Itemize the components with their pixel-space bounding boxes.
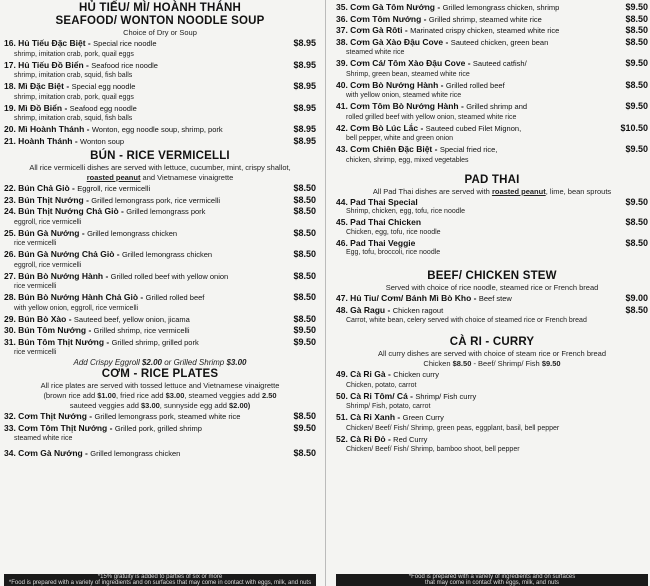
menu-item-35: 35. Cơm Gà Tôm Nướng - Grilled lemongrass chicken, shrimp $9.50 <box>336 2 648 12</box>
menu-item-17: 17. Hủ Tiếu Đồ Biển - Seafood rice noodle $8.95 <box>4 59 316 70</box>
menu-item-27: 27. Bún Bò Nướng Hành - Grilled rolled beef with yellow onion $8.50 <box>4 270 316 281</box>
menu-item-sub: rice vermicelli <box>14 240 57 247</box>
footer-right: *Food is prepared with a variety of ingredients and on surfaces that may come in contact with eggs, milk, and nuts <box>336 574 648 586</box>
section-note: Served with choice of rice noodle, steamed rice or French bread <box>385 283 599 292</box>
menu-item-sub: Shrimp, green bean, steamed white rice <box>346 70 470 78</box>
menu-item-sub: with yellow onion, steamed white rice <box>346 92 462 99</box>
menu-item-16: 16. Hủ Tiếu Đặc Biệt - Special rice noodle $8.95 <box>4 38 316 48</box>
menu-item-25: 25. Bún Gà Nướng - Grilled lemongrass chicken $8.50 <box>4 227 316 238</box>
column-divider <box>325 0 326 586</box>
section-subtitle-noodle-soup: SEAFOOD/ WONTON NOODLE SOUP <box>55 15 265 27</box>
menu-item-48: 48. Gà Ragu - Chicken ragout $8.50 <box>336 304 648 315</box>
menu-item-sub: chicken, shrimp, egg, mixed vegetables <box>346 156 469 164</box>
menu-item-28: 28. Bún Bò Nướng Hành Chả Giò - Grilled rolled beef $8.50 <box>4 292 316 302</box>
section-title-noodle-soup: HỦ TIẾU/ MÌ/ HOÀNH THÁNH <box>79 2 241 14</box>
menu-item-sub: shrimp, imitation crab, squid, fish balls <box>14 72 133 79</box>
menu-item-36: 36. Cơm Tôm Nướng - Grilled shrimp, steamed white rice $8.50 <box>336 13 648 24</box>
menu-item-51: 51. Cà Ri Xanh - Green Curry <box>336 412 444 422</box>
menu-item-sub: Shrimp, chicken, egg, tofu, rice noodle <box>346 208 466 215</box>
right-column <box>336 0 648 455</box>
section-note: All rice vermicelli dishes are served with lettuce, cucumber, mint, crispy shallot, <box>29 163 291 172</box>
footer-left: *15% gratuity is added to parties of six or more *Food is prepared with a variety of ingredients and on surfaces that may come in contact with eggs, milk, and nuts <box>4 574 316 586</box>
menu-item-sub: rice vermicelli <box>14 283 57 290</box>
menu-item-sub: shrimp, imitation crab, pork, quail eggs <box>14 50 134 58</box>
menu-item-sub: Chicken/ Beef/ Fish/ Shrimp, green peas, eggplant, basil, bell pepper <box>346 424 560 432</box>
menu-item-sub: Chicken, potato, carrot <box>346 381 417 389</box>
left-column <box>4 0 316 460</box>
section-note: (brown rice add $1.00, fried rice add $3.00, steamed veggies add 2.50 <box>43 391 277 400</box>
add-on-note: Add Crispy Eggroll $2.00 or Grilled Shrimp $3.00 <box>73 358 247 367</box>
section-note: sauteed veggies add $3.00, sunnyside egg add $2.00) <box>69 401 251 410</box>
menu-item-43: 43. Cơm Chiên Đặc Biệt - Special fried rice, $9.50 <box>336 144 648 154</box>
menu-item-41: 41. Cơm Tôm Bò Nướng Hành - Grilled shrimp and $9.50 <box>336 101 648 111</box>
menu-item-31: 31. Bún Tôm Thịt Nướng - Grilled shrimp, grilled pork $9.50 <box>4 336 316 347</box>
section-note: All Pad Thai dishes are served with roasted peanut, lime, bean sprouts <box>372 186 612 196</box>
menu-item-sub: Shrimp/ Fish, potato, carrot <box>346 403 431 410</box>
section-note: Choice of Dry or Soup <box>123 28 197 37</box>
menu-item-24: 24. Bún Thịt Nướng Chả Giò - Grilled lemongrass pork $8.50 <box>4 206 316 216</box>
menu-item-22: 22. Bún Chả Giò - Eggroll, rice vermicelli $8.50 <box>4 183 316 193</box>
menu-item-33: 33. Cơm Tôm Thịt Nướng - Grilled pork, grilled shrimp $9.50 <box>4 422 316 433</box>
menu-item-20: 20. Mì Hoành Thánh - Wonton, egg noodle soup, shrimp, pork $8.95 <box>4 124 316 134</box>
menu-item-sub: steamed white rice <box>346 49 405 56</box>
menu-item-52: 52. Cà Ri Đỏ - Red Curry <box>336 433 428 444</box>
menu-item-42: 42. Cơm Bò Lúc Lắc - Sauteed cubed Filet Mignon, $10.50 <box>336 122 648 133</box>
menu-item-sub: with yellow onion, eggroll, rice vermicelli <box>14 304 139 312</box>
menu-item-sub: shrimp, imitation crab, squid, fish balls <box>14 115 133 122</box>
section-title-com: CƠM - RICE PLATES <box>101 368 219 380</box>
section-note: All rice plates are served with tossed lettuce and Vietnamese vinaigrette <box>40 381 280 390</box>
menu-item-30: 30. Bún Tôm Nướng - Grilled shrimp, rice vermicelli $9.50 <box>4 325 316 335</box>
menu-item-29: 29. Bún Bò Xào - Sauteed beef, yellow onion, jicama $8.50 <box>4 313 316 324</box>
menu-item-40: 40. Cơm Bò Nướng Hành - Grilled rolled beef $8.50 <box>336 79 648 90</box>
menu-item-45: 45. Pad Thai Chicken $8.50 <box>336 217 648 227</box>
menu-item-50: 50. Cà Ri Tôm/ Cá - Shrimp/ Fish curry <box>336 390 477 401</box>
menu-item-sub: shrimp, imitation crab, pork, quail eggs <box>14 93 134 101</box>
menu-item-sub: eggroll, rice vermicelli <box>14 218 82 226</box>
menu-item-23: 23. Bún Thịt Nướng - Grilled lemongrass pork, rice vermicelli $8.50 <box>4 194 316 205</box>
menu-item-39: 39. Cơm Cá/ Tôm Xào Đậu Cove - Sauteed catfish/ $9.50 <box>336 58 648 68</box>
menu-item-32: 32. Cơm Thịt Nướng - Grilled lemongrass pork, steamed white rice $8.50 <box>4 411 316 421</box>
section-title-curry: CÀ RI - CURRY <box>449 336 535 348</box>
menu-item-sub: Chicken, egg, tofu, rice noodle <box>346 228 441 236</box>
menu-item-44: 44. Pad Thai Special $9.50 <box>336 196 648 207</box>
menu-item-37: 37. Cơm Gà Rôti - Marinated crispy chicken, steamed white rice $8.50 <box>336 25 648 35</box>
section-title-pad-thai: PAD THAI <box>464 173 520 186</box>
menu-item-sub: bell pepper, white and green onion <box>346 135 454 142</box>
section-note: roasted peanut and Vietnamese vinaigrette <box>86 173 234 182</box>
menu-item-19: 19. Mì Đồ Biển - Seafood egg noodle $8.95 <box>4 102 316 113</box>
menu-item-47: 47. Hủ Tiu/ Cơm/ Bánh Mì Bò Kho - Beef stew $9.00 <box>336 293 648 303</box>
menu-item-sub: Chicken/ Beef/ Fish/ Shrimp, bamboo shoot, bell pepper <box>346 446 520 453</box>
menu-item-38: 38. Cơm Gà Xào Đậu Cove - Sauteed chicken, green bean $8.50 <box>336 36 648 47</box>
section-title-bun: BÚN - RICE VERMICELLI <box>90 150 230 162</box>
menu-item-34: 34. Cơm Gà Nướng - Grilled lemongrass chicken $8.50 <box>4 448 316 458</box>
menu-item-sub: Carrot, white bean, celery served with choice of steamed rice or French bread <box>346 317 587 324</box>
menu-item-sub: eggroll, rice vermicelli <box>14 261 82 269</box>
menu-item-46: 46. Pad Thai Veggie $8.50 <box>336 237 648 248</box>
menu-item-49: 49. Cà Ri Gà - Chicken curry <box>336 369 440 379</box>
menu-item-18: 18. Mì Đặc Biệt - Special egg noodle $8.95 <box>4 81 316 91</box>
section-note: All curry dishes are served with choice of steam rice or French bread <box>377 349 606 358</box>
section-title-beef-stew: BEEF/ CHICKEN STEW <box>427 270 557 282</box>
menu-item-sub: Egg, tofu, broccoli, rice noodle <box>346 249 441 256</box>
menu-item-sub: rolled grilled beef with yellow onion, steamed white rice <box>346 113 517 121</box>
menu-item-26: 26. Bún Gà Nướng Chả Giò - Grilled lemongrass chicken $8.50 <box>4 249 316 259</box>
menu-item-sub: rice vermicelli <box>14 349 57 356</box>
section-note: Chicken $8.50 - Beef/ Shrimp/ Fish $9.50 <box>423 359 561 368</box>
menu-item-sub: steamed white rice <box>14 435 73 442</box>
menu-item-21: 21. Hoành Thánh - Wonton soup $8.95 <box>4 135 316 146</box>
